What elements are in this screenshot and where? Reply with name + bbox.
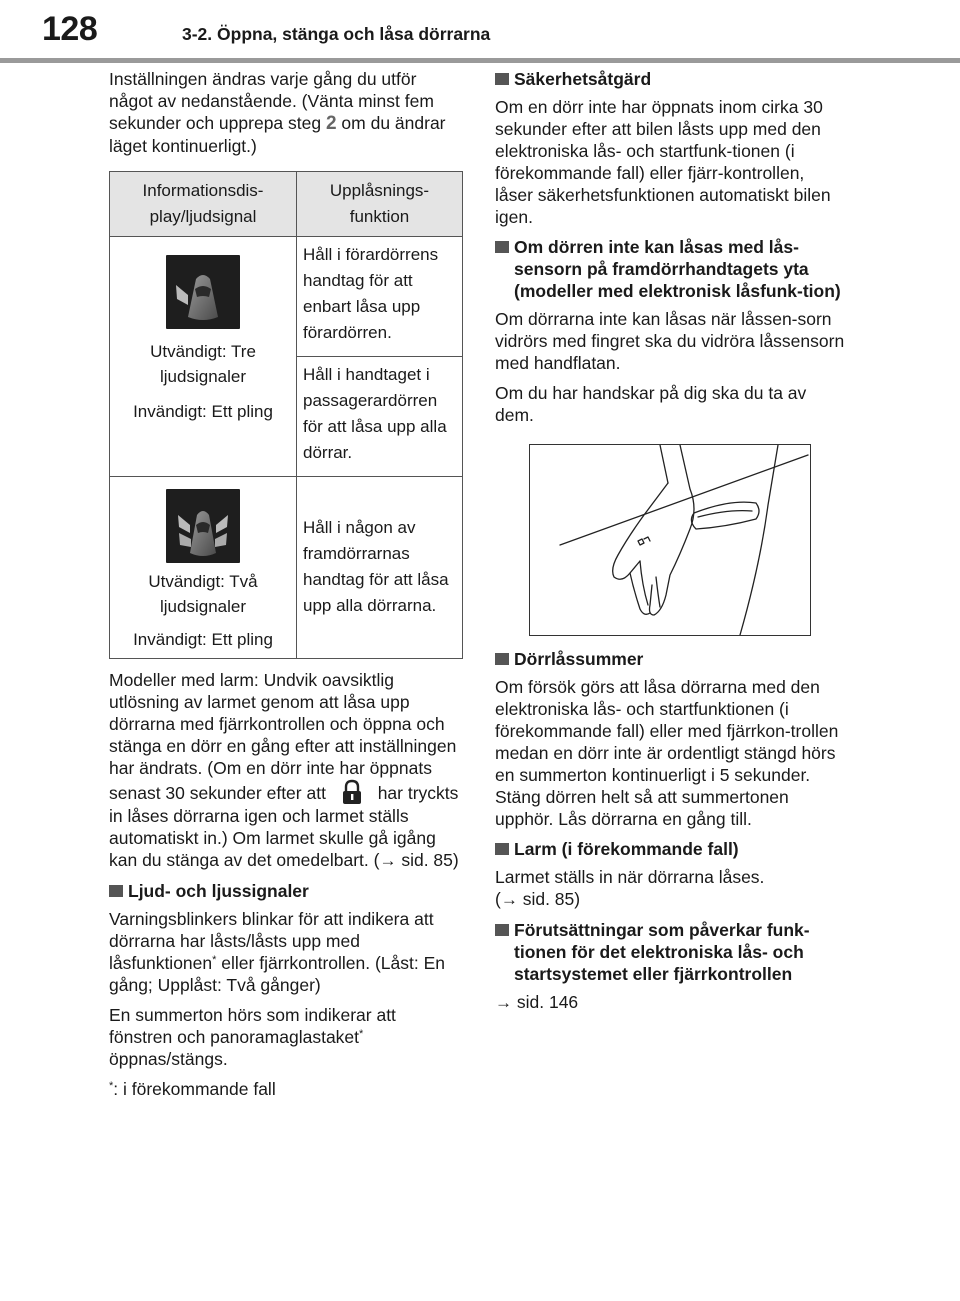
door-buzzer-heading: Dörrlåssummer	[495, 648, 847, 670]
signals-paragraph: Varningsblinkers blinkar för att indikera att dörrarna har låsts/låsts upp med låsfunktionen* eller fjärrkontrollen. (Låst: En gång; Upplåst: Två gånger)	[109, 909, 446, 995]
signal-inside-1: Invändigt: Ett pling	[133, 402, 273, 421]
safety-heading: Säkerhetsåtgärd	[495, 68, 847, 90]
square-bullet-icon	[495, 924, 509, 936]
step-number: 2	[325, 113, 337, 134]
table-cell-signal-1	[110, 237, 297, 477]
arrow-icon: →	[495, 993, 512, 1012]
arrow-icon: →	[500, 890, 518, 909]
table-header-function: Upplåsnings-funktion	[297, 172, 463, 237]
footnote: *: i förekommande fall	[109, 1079, 276, 1099]
unlock-action-passenger: Håll i handtaget i passagerardörren för att låsa upp alla dörrar.	[297, 357, 463, 477]
signals-heading: Ljud- och ljussignaler	[109, 880, 463, 902]
sensor-heading: Om dörren inte kan låsas med lås-sensorn på framdörrhandtagets yta (modeller med elektronisk låsfunk-tion)	[495, 236, 847, 302]
lock-button-icon	[339, 779, 365, 805]
buzzer-paragraph: En summerton hörs som indikerar att fönstren och panoramaglastaket* öppnas/stängs.	[109, 1005, 396, 1069]
car-one-door-open-image	[166, 255, 240, 329]
sensor-paragraph-2: Om du har handskar på dig ska du ta av dem.	[495, 383, 807, 425]
square-bullet-icon	[495, 73, 509, 85]
intro-paragraph: Inställningen ändras varje gång du utför något av nedanstående. (Vänta minst fem sekunder och upprepa steg 2 om du ändrar läget kontinuerligt.)	[109, 69, 446, 156]
alarm-heading: Larm (i förekommande fall)	[495, 838, 847, 860]
square-bullet-icon	[495, 843, 509, 855]
hand-on-door-handle-illustration	[529, 444, 811, 636]
alarm-set-paragraph: Larmet ställs in när dörrarna låses. (→ sid. 85)	[495, 867, 765, 909]
unlock-action-driver: Håll i förardörrens handtag för att enbart låsa upp förardörren.	[297, 237, 463, 357]
safety-paragraph: Om en dörr inte har öppnats inom cirka 30 sekunder efter att bilen låsts upp med den elektroniska lås- och startfunk-tionen (i förekommande fall) eller fjärr-kontrollen, låser säkerhetsfunktionen automatiskt bilen igen.	[495, 97, 831, 227]
left-column	[109, 68, 463, 1108]
alarm-paragraph: Modeller med larm: Undvik oavsiktlig utlösning av larmet genom att låsa upp dörrarna med fjärrkontrollen och öppna och stänga en dörr en gång efter att inställningen har ändrats. (Om en dörr inte har öppnats senast 30 sekunder efter att har tryckts in låses dörrarna igen och larmet ställs automatiskt in.) Om larmet skulle gå igång kan du stänga av det omedelbart. (→ sid. 85)	[109, 670, 459, 870]
section-title: 3-2. Öppna, stänga och låsa dörrarna	[182, 24, 491, 44]
arrow-icon: →	[379, 851, 397, 870]
square-bullet-icon	[495, 653, 509, 665]
page-number: 128	[42, 10, 98, 48]
table-header-display: Informationsdis-play/ljudsignal	[110, 172, 297, 237]
car-all-doors-open-image	[166, 489, 240, 563]
conditions-page-ref[interactable]: sid. 146	[516, 992, 579, 1012]
sensor-paragraph-1: Om dörrarna inte kan låsas när låssen-sorn vidrörs med fingret ska du vidröra låssensorn med handflatan.	[495, 309, 845, 373]
alarm-page-ref-right[interactable]: sid. 85)	[522, 889, 581, 909]
conditions-heading: Förutsättningar som påverkar funk-tionen för det elektroniska lås- och startsystemet eller fjärrkontrollen	[495, 919, 847, 985]
table-cell-signal-2	[110, 477, 297, 659]
header-rule	[0, 58, 960, 63]
door-buzzer-paragraph: Om försök görs att låsa dörrarna med den elektroniska lås- och startfunktionen (i förekommande fall) eller med fjärrkon-trollen medan en dörr inte är ordentligt stängd hörs en summerton kontinuerligt i 5 sekunder. Stäng dörren helt så att summertonen upphör. Lås dörrarna en gång till.	[495, 677, 839, 829]
signal-outside-2: Utvändigt: Två ljudsignaler	[148, 572, 258, 616]
unlock-action-all: Håll i någon av framdörrarnas handtag för att låsa upp alla dörrarna.	[297, 477, 463, 659]
alarm-page-ref[interactable]: sid. 85)	[401, 850, 459, 870]
square-bullet-icon	[495, 241, 509, 253]
unlock-settings-table	[109, 171, 463, 659]
right-column	[495, 68, 847, 1022]
signal-inside-2: Invändigt: Ett pling	[133, 630, 273, 649]
page-header	[0, 0, 960, 72]
square-bullet-icon	[109, 885, 123, 897]
conditions-paragraph	[495, 991, 847, 1014]
signal-outside-1: Utvändigt: Tre ljudsignaler	[150, 342, 256, 386]
